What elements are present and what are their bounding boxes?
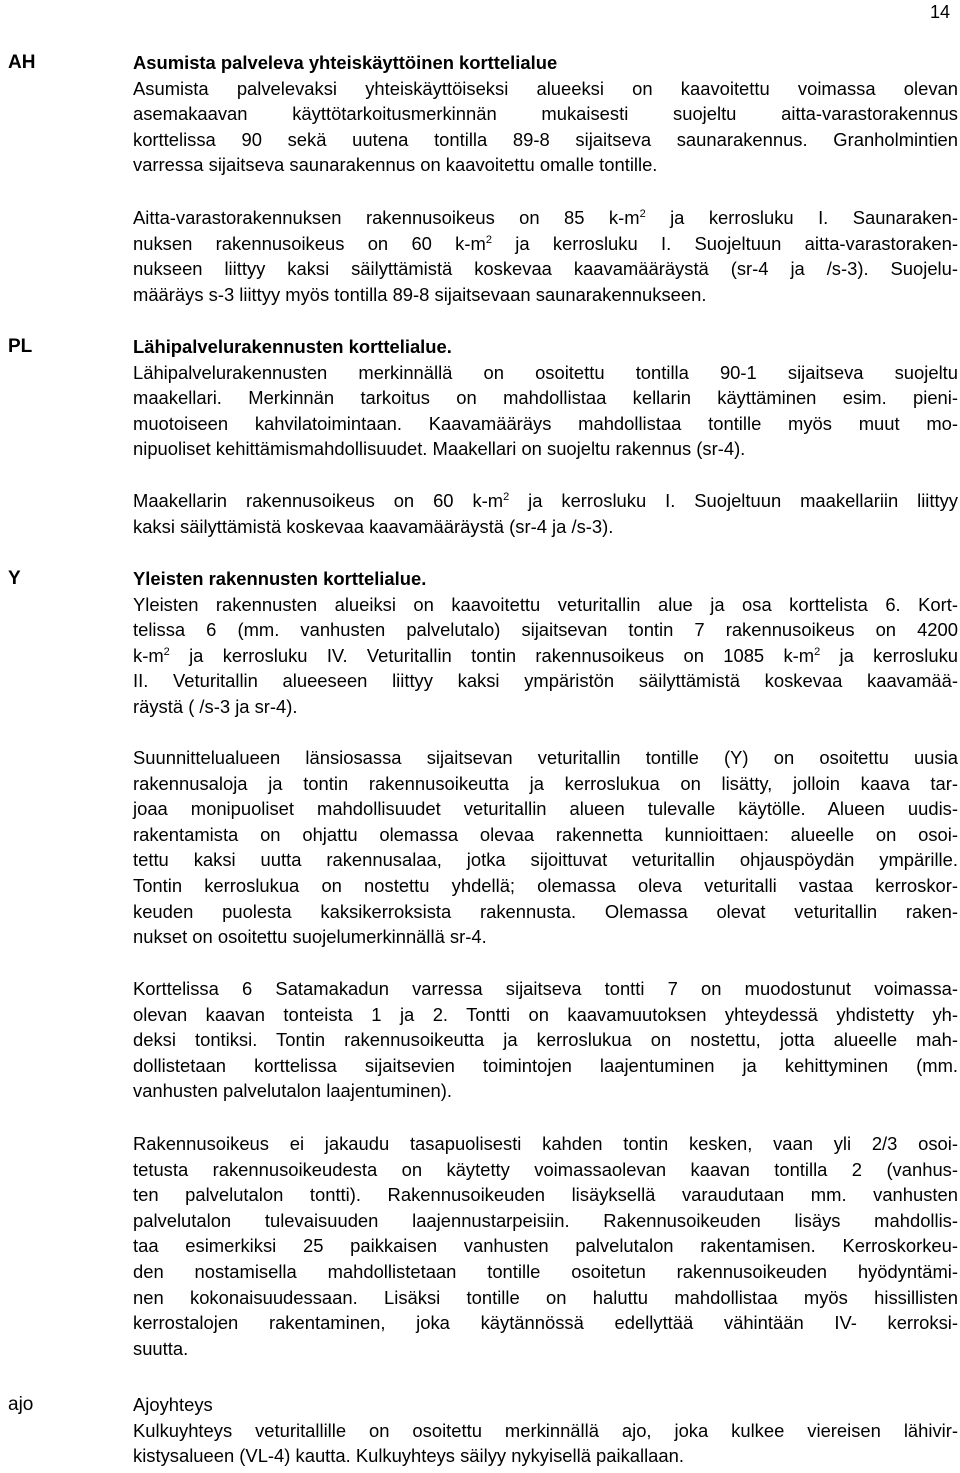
text-line: nuksen rakennusoikeus on 60 $k-m^2$ ja kerrosluku I. Suojeltuun aitta-varastoraken- xyxy=(133,232,958,254)
text-line: rakentamista on ohjattu olemassa olevaa rakennetta kunnioittaen: alueelle on osoi- xyxy=(133,823,958,845)
text-line: joaa monipuoliset mahdollisuudet veturitallin alueen tulevalle käytölle. Alueen uudis- xyxy=(133,798,958,820)
text-line: kerrostalojen rakentaminen, joka käytännössä edellyttää vähintään IV- kerroksi- xyxy=(133,1312,958,1334)
section-body xyxy=(133,334,958,462)
section-title: Ajoyhteys xyxy=(133,1394,213,1415)
text-line: deksi tontiksi. Tontin rakennusoikeutta ja kerroslukua on nostettu, jotta alueelle mah- xyxy=(133,1029,958,1051)
text-line: nipuoliset kehittämismahdollisuudet. Maakellari on suojeltu rakennus (sr-4). xyxy=(133,438,746,460)
text-line: ten palvelutalon tontti). Rakennusoikeuden lisäyksellä varaudutaan mm. vanhusten xyxy=(133,1184,958,1206)
text-line: Tontin kerroslukua on nostettu yhdellä; olemassa oleva veturitalli vastaa kerroskor- xyxy=(133,874,958,896)
text-line: suutta. xyxy=(133,1337,189,1359)
text-line: vanhusten palvelutalon laajentuminen). xyxy=(133,1080,452,1102)
text-line: asemakaavan käyttötarkoitusmerkinnän mukaisesti suojeltu aitta-varastorakennus xyxy=(133,103,958,125)
text-line: varressa sijaitseva saunarakennus on kaavoitettu omalle tontille. xyxy=(133,154,658,176)
text-line: nukset on osoitettu suojelumerkinnällä sr-4. xyxy=(133,926,487,948)
text-line: Aitta-varastorakennuksen rakennusoikeus on 85 $k-m^2$ ja kerrosluku I. Saunaraken- xyxy=(133,207,959,228)
section-code: AH xyxy=(8,52,36,73)
text-line: II. Veturitallin alueeseen liittyy kaksi ympäristön säilyttämistä koskevaa kaavamää- xyxy=(133,670,958,692)
text-line: tetusta rakennusoikeudesta on käytetty voimassaolevan kaavan tontilla 2 (vanhus- xyxy=(133,1158,958,1180)
text-line: räystä ( /s-3 ja sr-4). xyxy=(133,695,298,717)
text-line: maakellari. Merkinnän tarkoitus on mahdollistaa kellarin käyttäminen esim. pieni- xyxy=(133,387,958,409)
text-line: kaksi säilyttämistä koskevaa kaavamääräystä (sr-4 ja /s-3). xyxy=(133,515,614,537)
text-line: Yleisten rakennusten alueiksi on kaavoitettu veturitallin alue ja osa korttelista 6. Kort- xyxy=(133,593,958,615)
text-line: palvelutalon tulevaisuuden laajennustarpeisiin. Rakennusoikeuden lisäys mahdollis- xyxy=(133,1209,958,1231)
section-code: Y xyxy=(8,568,21,589)
text-line: telissa 6 (mm. vanhusten palvelutalo) sijaitsevan tontin 7 rakennusoikeus on 4200 xyxy=(133,619,958,641)
text-line: Korttelissa 6 Satamakadun varressa sijaitseva tontti 7 on muodostunut voimassa- xyxy=(133,978,958,999)
text-line: $k-m^2$ ja kerrosluku IV. Veturitallin tontin rakennusoikeus on 1085 $k-m^2$ ja kerrosluku xyxy=(133,644,958,666)
text-line: kistysalueen (VL-4) kautta. Kulkuyhteys säilyy nykyisellä paikallaan. xyxy=(133,1445,684,1467)
section-title: Lähipalvelurakennusten korttelialue. xyxy=(133,336,452,357)
text-line: Rakennusoikeus ei jakaudu tasapuolisesti kahden tontin kesken, vaan yli 2/3 osoi- xyxy=(133,1133,958,1154)
section-code: ajo xyxy=(8,1394,34,1415)
text-line: muotoiseen kahvilatoimintaan. Kaavamääräys mahdollistaa tontille myös muut mo- xyxy=(133,412,958,434)
section-body xyxy=(133,50,958,178)
text-line: Kulkuyhteys veturitallille on osoitettu merkinnällä ajo, joka kulkee viereisen lähivir- xyxy=(133,1419,958,1441)
text-line: Suunnittelualueen länsiosassa sijaitsevan veturitallin tontille (Y) on osoitettu uusia xyxy=(133,747,958,768)
text-line: tettu kaksi uutta rakennusalaa, jotka sijoittuvat veturitallin ohjauspöydän ympärille. xyxy=(133,849,958,871)
page-number: 14 xyxy=(929,2,950,22)
text-line: nen kokonaisuudessaan. Lisäksi tontille on haluttu mahdollistaa myös hissillisten xyxy=(133,1286,958,1308)
section-title: Asumista palveleva yhteiskäyttöinen korttelialue xyxy=(133,52,558,73)
text-line: den nostamisella mahdollistetaan tontille osoitetun rakennusoikeuden hyödyntämi- xyxy=(133,1260,958,1282)
text-line: nukseen liittyy kaksi säilyttämistä koskevaa kaavamääräystä (sr-4 ja /s-3). Suojelu- xyxy=(133,258,958,280)
section-code: PL xyxy=(8,336,33,357)
text-line: taa esimerkiksi 25 paikkaisen vanhusten palvelutalon rakentamisen. Kerroskorkeu- xyxy=(133,1235,958,1257)
text-line: Maakellarin rakennusoikeus on 60 $k-m^2$ ja kerrosluku I. Suojeltuun maakellariin liittyy xyxy=(133,490,959,511)
text-line: dollistetaan korttelissa sijaitsevien toimintojen laajentuminen ja kehittyminen (mm. xyxy=(133,1054,958,1076)
text-line: määräys s-3 liittyy myös tontilla 89-8 sijaitsevaan saunarakennukseen. xyxy=(133,283,707,305)
text-line: rakennusaloja ja tontin rakennusoikeutta ja kerroslukua on lisätty, jolloin kaava tar- xyxy=(133,772,958,794)
text-line: Lähipalvelurakennusten merkinnällä on osoitettu tontilla 90-1 sijaitseva suojeltu xyxy=(133,361,958,383)
text-line: olevan kaavan tonteista 1 ja 2. Tontti on kaavamuutoksen yhteydessä yhdistetty yh- xyxy=(133,1003,958,1025)
section-body xyxy=(133,1392,958,1469)
text-line: korttelissa 90 sekä uutena tontilla 89-8 sijaitseva saunarakennus. Granholmintien xyxy=(133,128,958,150)
text-line: keuden puolesta kaksikerroksista rakennusta. Olemassa olevat veturitallin raken- xyxy=(133,900,958,922)
text-line: Asumista palvelevaksi yhteiskäyttöiseksi alueeksi on kaavoitettu voimassa olevan xyxy=(133,77,958,99)
section-body xyxy=(133,566,958,720)
section-title: Yleisten rakennusten korttelialue. xyxy=(133,568,427,589)
